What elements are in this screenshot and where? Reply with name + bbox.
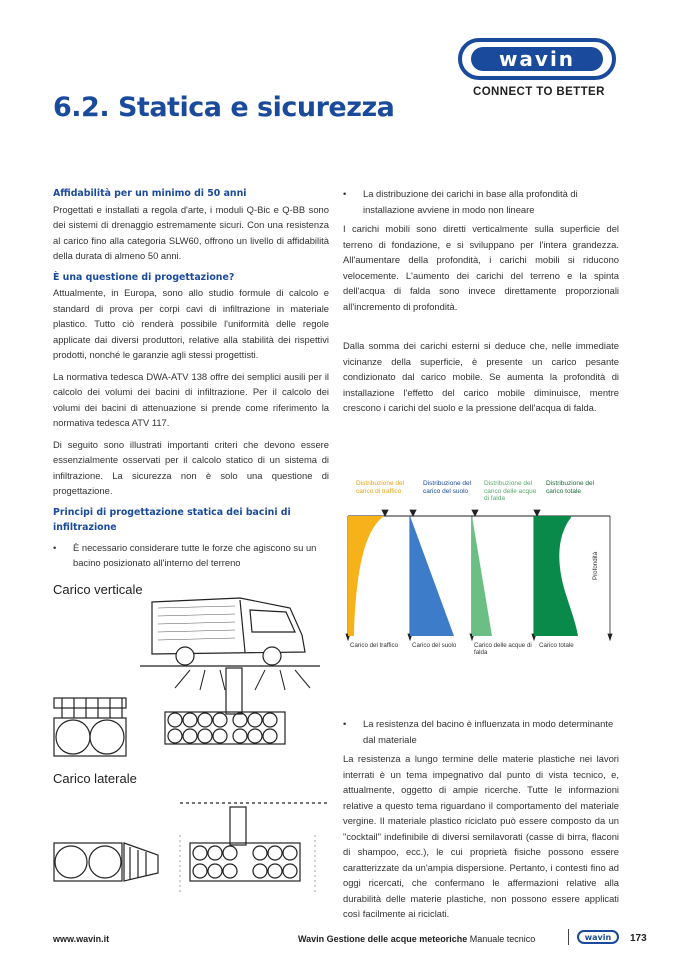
vertical-load-sketch xyxy=(40,590,330,760)
footer-url[interactable]: www.wavin.it xyxy=(53,934,110,944)
sketch-label-lateral: Carico laterale xyxy=(53,771,137,786)
bullet-dot: • xyxy=(343,188,347,199)
bullet-resistenza-text: La resistenza del bacino è influenzata in modo determinante dal materiale xyxy=(363,718,614,745)
head-total: Distribuzione del carico totale xyxy=(546,480,595,495)
bottom-total: Carico totale xyxy=(539,642,574,649)
paragraph-europa: Attualmente, in Europa, sono allo studio formule di calcolo e standard di prova per corpi cavi di infiltrazione in materiale plastico. Tutto ciò renderà possibile l'uniformità delle regole applicate dai diversi produttori, relative alla stabilità dei rispettivi prodotti, nonché le garanzie agli stessi progettisti. xyxy=(53,287,329,360)
bottom-soil: Carico del suolo xyxy=(412,642,457,649)
wavin-logo-text: wavin xyxy=(471,47,603,71)
bullet-resistenza xyxy=(343,716,619,747)
footer-doc-title xyxy=(298,934,535,944)
heading-principi: Principi di progettazione statica dei bacini di infiltrazione xyxy=(53,506,291,533)
water-load-shape xyxy=(472,516,492,636)
bullet-distribuzione-text: La distribuzione dei carichi in base alla profondità di installazione avviene in modo non lineare xyxy=(363,188,578,215)
traffic-load-shape xyxy=(348,516,384,636)
axis-depth-label: Profondità xyxy=(592,551,599,580)
footer-divider xyxy=(568,929,569,945)
paragraph-somma: Dalla somma dei carichi esterni si deduce che, nelle immediate vicinanze della superficie, è presente un carico pesante condizionato dal carico mobile. Se aumenta la profondità di installazione l'effetto del carico mobile diminuisce, mentre crescono i carichi del suolo e la pressione dell'acqua di falda. xyxy=(343,340,619,413)
bottom-water: Carico delle acque di falda xyxy=(474,642,532,656)
head-water: Distribuzione del carico delle acque di falda xyxy=(484,480,537,502)
bullet-forze-text: È necessario considerare tutte le forze che agiscono su un bacino posizionato all'interno del terreno xyxy=(73,541,317,568)
lateral-load-sketch xyxy=(40,795,330,895)
bullet-dot: • xyxy=(53,541,57,553)
right-column-bottom xyxy=(343,716,619,928)
left-column xyxy=(53,186,329,575)
total-load-shape xyxy=(534,516,578,636)
paragraph-criteri: Di seguito sono illustrati importanti criteri che devono essere essenzialmente osservati per il calcolo statico di un sistema di infiltrazione. La sicurezza non è solo una questione di progettazione. xyxy=(53,438,329,496)
right-column-top xyxy=(343,186,619,422)
load-distribution-diagram xyxy=(344,478,630,660)
head-traffic: Distribuzione del carico di traffico xyxy=(356,480,405,495)
heading-progettazione: È una questione di progettazione? xyxy=(53,271,235,283)
paragraph-affidabilita: Progettati e installati a regola d'arte, i moduli Q-Bic e Q-BB sono dei sistemi di drenaggio estremamente sicuri. Con una resistenza al carico fino alla categoria SLW60, offrono un livello di affidabilità della durata di almeno 50 anni. xyxy=(53,203,329,261)
tagline: CONNECT TO BETTER xyxy=(473,86,605,98)
soil-load-shape xyxy=(410,516,454,636)
page-number: 173 xyxy=(630,933,647,944)
paragraph-plastiche: La resistenza a lungo termine delle materie plastiche nei lavori interrati è un tema impegnativo dal punto di vista tecnico, e, attualmente, oggetto di ampie ricerche. Tutte le informazioni relative a questo tema riguardano il comportamento del materiale vergine. Il materiale plastico riciclato può essere composto da un "cocktail" indefinibile di diversi semilavorati (casse di birra, flaconi di shampoo, ecc.), le cui proprietà fisiche possono essere caratterizzate da un'ampia dispersione. Pertanto, i contesti fino ad oggi ricercati, che confermano le affermazioni relative alla durabilità delle materie plastiche, non possono essere applicati così facilmente ai riciclati. xyxy=(343,753,619,919)
footer-doc-bold: Wavin Gestione delle acque meteoriche xyxy=(298,934,468,944)
heading-affidabilita: Affidabilità per un minimo di 50 anni xyxy=(53,188,247,199)
diagram-graphic xyxy=(344,478,630,660)
paragraph-normativa: La normativa tedesca DWA-ATV 138 offre dei semplici ausili per il calcolo dei volumi dei bacini di infiltrazione. Per il calcolo dei volumi dei bacini di attenuazione si prende come riferimento la normativa tedesca ATV 117. xyxy=(53,370,329,428)
bottom-traffic: Carico del traffico xyxy=(350,642,399,649)
sketch-label-vertical: Carico verticale xyxy=(53,582,143,597)
footer-doc-rest: Manuale tecnico xyxy=(469,934,536,944)
bullet-distribuzione xyxy=(343,186,619,217)
paragraph-carichi-mobili: I carichi mobili sono diretti verticalmente sulla superficie del terreno di fondazione, e si sviluppano per l'intera grandezza. All'aumentare della profondità, i carichi mobili si riducono velocemente. L'aumento dei carichi del terreno e la spinta dell'acqua di falda sono invece direttamente proporzionali all'incremento di profondità. xyxy=(343,223,619,312)
bullet-forze xyxy=(53,540,329,571)
footer-logo xyxy=(577,930,619,944)
bullet-dot: • xyxy=(343,718,347,729)
wavin-logo xyxy=(458,38,616,80)
footer-logo-text: wavin xyxy=(584,932,612,942)
head-soil: Distribuzione del carico del suolo xyxy=(423,480,472,495)
page-title: 6.2. Statica e sicurezza xyxy=(53,92,395,123)
